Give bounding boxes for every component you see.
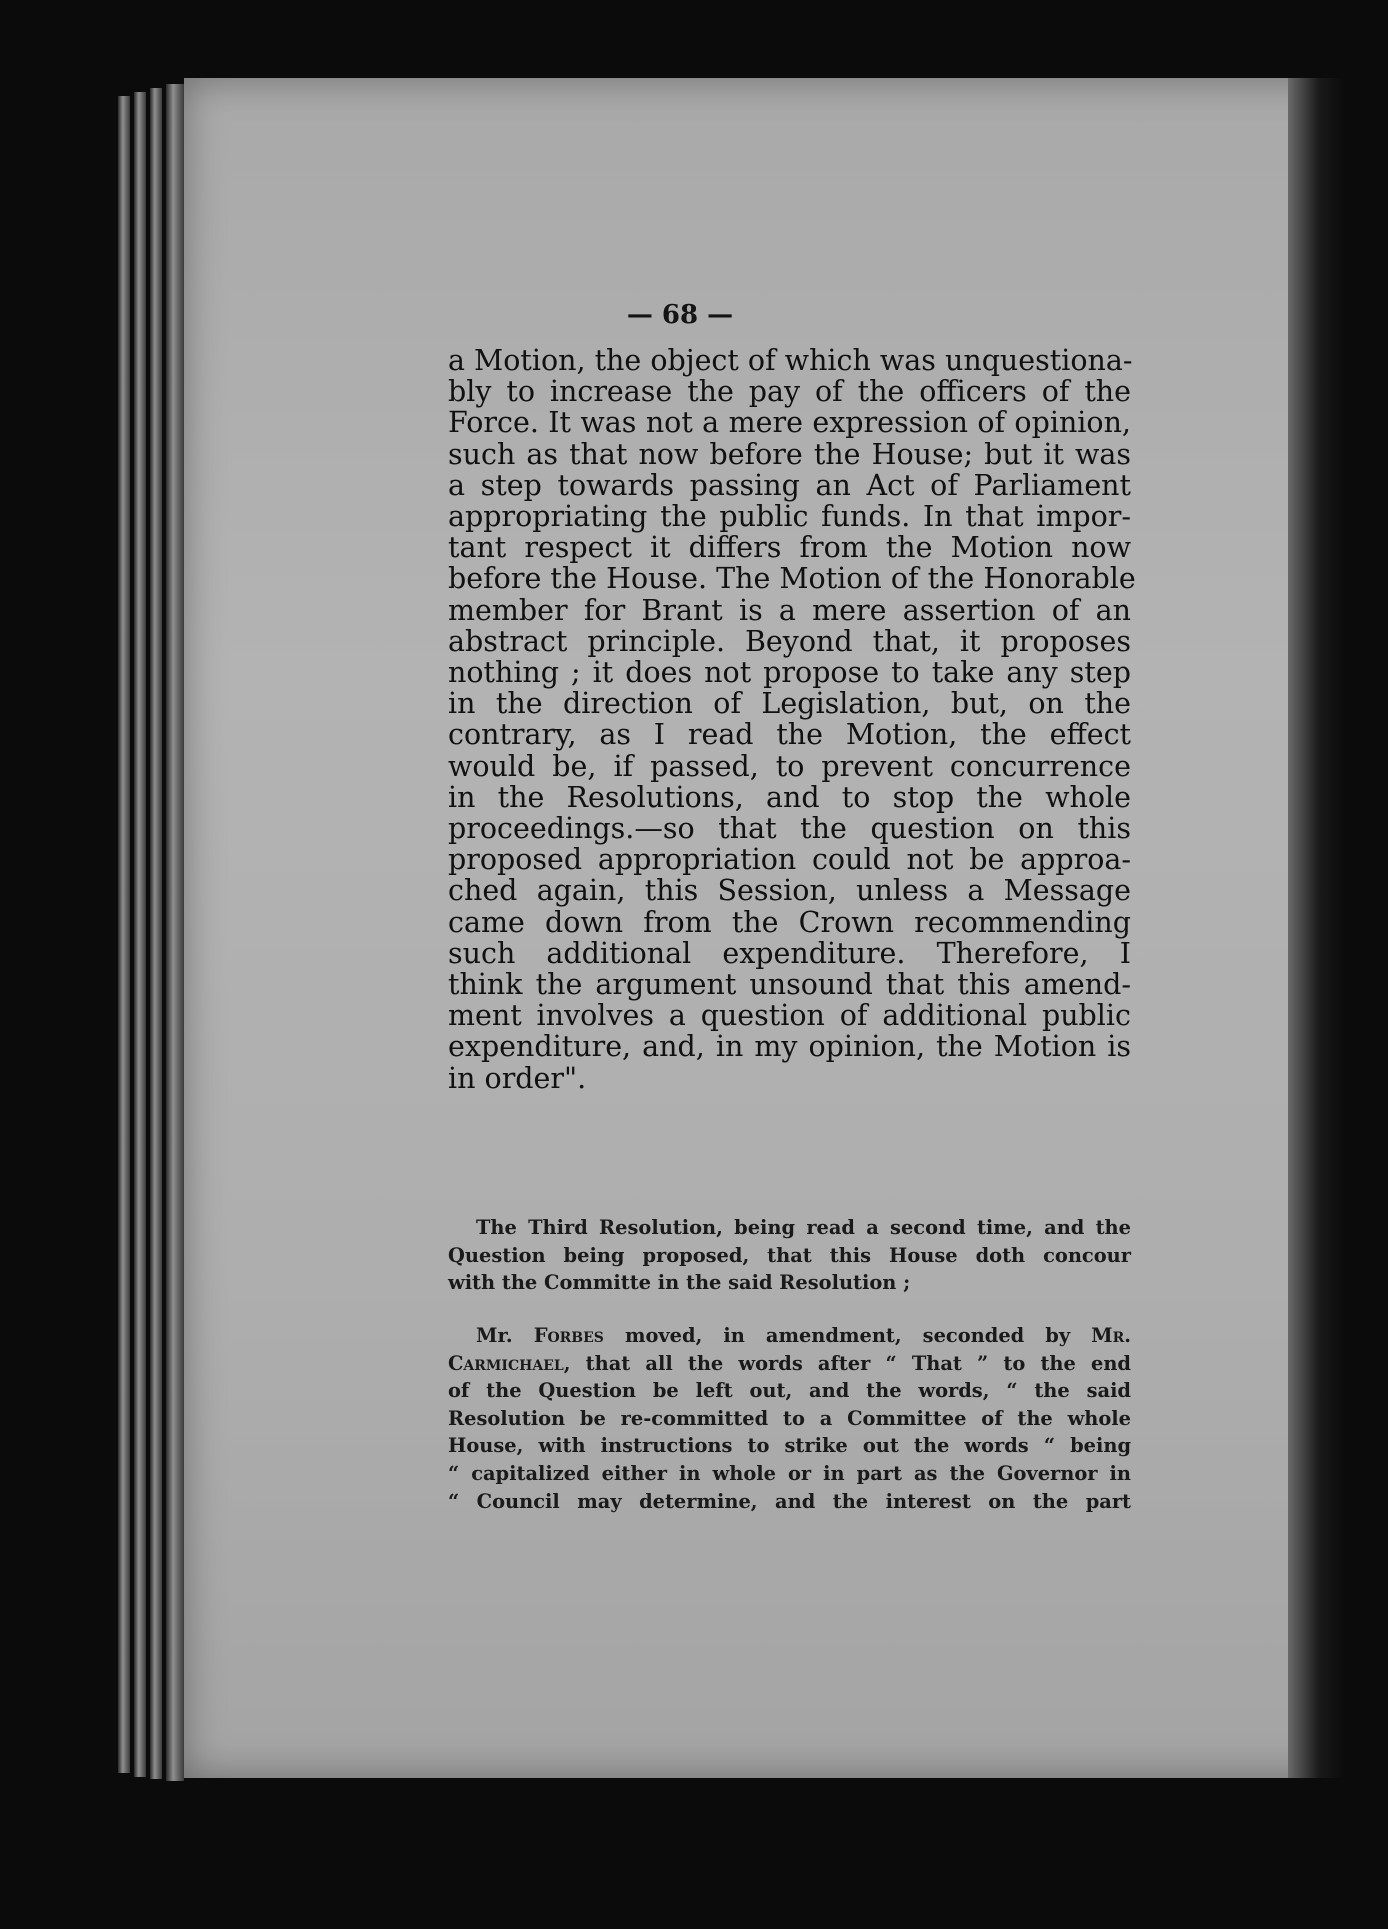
text-line: a step towards passing an Act of Parliament (448, 468, 1131, 502)
text-line: ched again, this Session, unless a Message (448, 874, 1131, 908)
amendment-line: of the Question be left out, and the words, “ the said (448, 1379, 1131, 1403)
page-edge (166, 84, 184, 1781)
text-line: member for Brant is a mere assertion of an (448, 593, 1131, 627)
resolution-line: with the Committe in the said Resolution ; (448, 1271, 911, 1295)
page-edge (150, 88, 162, 1779)
text-line: came down from the Crown recommending (448, 905, 1131, 939)
text-line: such as that now before the House; but it was (448, 437, 1131, 471)
text-line: nothing ; it does not propose to take any step (448, 656, 1131, 690)
member-name: Forbes (533, 1324, 604, 1347)
text-line: ment involves a question of additional public (448, 999, 1131, 1033)
text-line: proceedings.—so that the question on this (448, 812, 1131, 846)
amendment-paragraph (448, 1322, 1131, 1515)
text-line: think the argument unsound that this amend- (448, 968, 1131, 1002)
text-line: would be, if passed, to prevent concurrence (448, 749, 1131, 783)
resolution-line: Question being proposed, that this House doth concour (448, 1243, 1131, 1267)
text-line: tant respect it differs from the Motion now (448, 531, 1131, 565)
book-binding (1288, 78, 1344, 1778)
text-line: contrary, as I read the Motion, the effect (448, 718, 1131, 752)
text-line: abstract principle. Beyond that, it proposes (448, 624, 1131, 658)
text-line: expenditure, and, in my opinion, the Motion is (448, 1030, 1131, 1064)
page-edge (118, 96, 130, 1773)
amendment-line: “ capitalized either in whole or in part as the Governor in (448, 1461, 1131, 1485)
text-line: bly to increase the pay of the officers of the (448, 375, 1131, 409)
text-line: such additional expenditure. Therefore, I (448, 936, 1131, 970)
amendment-line: Resolution be re-committed to a Committee of the whole (448, 1406, 1131, 1430)
resolution-paragraph (448, 1214, 1131, 1297)
text-line: in the direction of Legislation, but, on the (448, 687, 1131, 721)
text-line: Force. It was not a mere expression of opinion, (448, 406, 1131, 440)
amendment-line: “ Council may determine, and the interest on the part (448, 1489, 1131, 1513)
amendment-line: Carmichael, that all the words after “ That ” to the end (448, 1351, 1131, 1375)
text-line: in the Resolutions, and to stop the whole (448, 780, 1131, 814)
main-paragraph (448, 344, 1136, 1095)
page-number: — 68 — (626, 300, 734, 330)
page-edge (134, 92, 146, 1777)
amendment-line: Mr. Forbes moved, in amendment, seconded by Mr. (476, 1324, 1131, 1347)
resolution-line: The Third Resolution, being read a second time, and the (476, 1216, 1131, 1239)
text-line: before the House. The Motion of the Honorable (448, 562, 1136, 596)
text-line: a Motion, the object of which was unquestiona- (448, 344, 1133, 377)
text-line: in order". (448, 1061, 587, 1095)
text-line: appropriating the public funds. In that impor- (448, 500, 1131, 534)
amendment-line: House, with instructions to strike out the words “ being (448, 1434, 1131, 1458)
text-line: proposed appropriation could not be approa- (448, 843, 1131, 877)
member-name: Carmichael (448, 1351, 564, 1375)
